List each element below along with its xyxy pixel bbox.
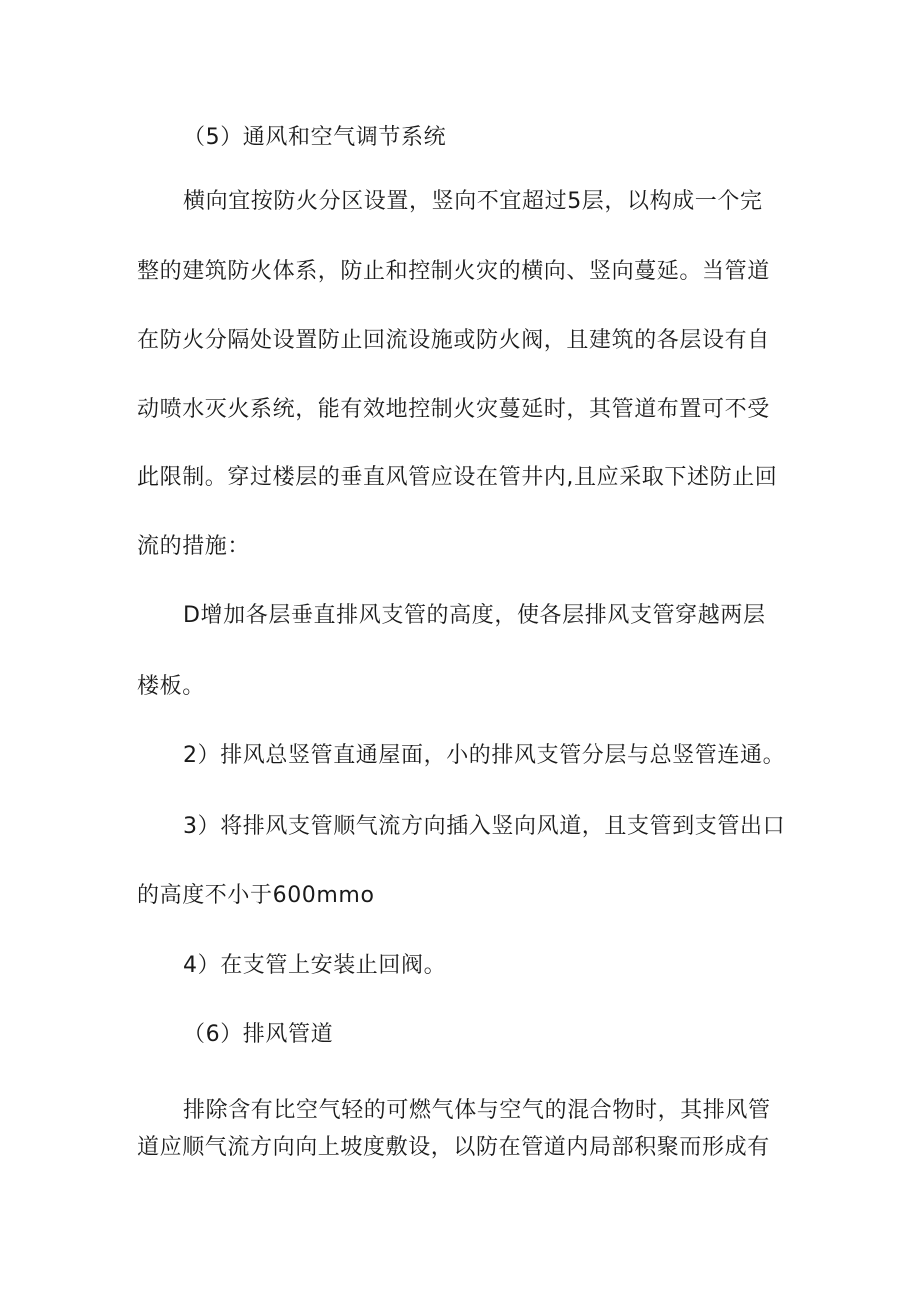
paragraph-line: 整的建筑防火体系，防止和控制火灾的横向、竖向蔓延。当管道 <box>137 259 770 284</box>
paragraph-line: 横向宜按防火分区设置，竖向不宜超过5层，以构成一个完 <box>183 189 763 214</box>
section-heading-6: （6）排风管道 <box>183 1022 334 1047</box>
list-item-3: 3）将排风支管顺气流方向插入竖向风道，且支管到支管出口 <box>183 814 786 839</box>
list-item-4: 4）在支管上安装止回阀。 <box>183 953 447 978</box>
section-heading-5: （5）通风和空气调节系统 <box>183 125 447 150</box>
paragraph-line: 在防火分隔处设置防止回流设施或防火阀，且建筑的各层设有自 <box>137 328 770 353</box>
list-item-2: 2）排风总竖管直通屋面，小的排风支管分层与总竖管连通。 <box>183 743 786 768</box>
list-item-3-cont: 的高度不小于600mmo <box>137 883 375 908</box>
paragraph-line: 道应顺气流方向向上坡度敷设，以防在管道内局部积聚而形成有 <box>137 1135 770 1160</box>
paragraph-line: 排除含有比空气轻的可燃气体与空气的混合物时，其排风管 <box>183 1098 771 1123</box>
list-item-1: D增加各层垂直排风支管的高度，使各层排风支管穿越两层 <box>183 603 766 628</box>
paragraph-line: 此限制。穿过楼层的垂直风管应设在管井内,且应采取下述防止回 <box>137 465 778 490</box>
paragraph-line: 动喷水灭火系统，能有效地控制火灾蔓延时，其管道布置可不受 <box>137 397 770 422</box>
list-item-1-cont: 楼板。 <box>137 674 205 699</box>
paragraph-line: 流的措施： <box>137 534 251 559</box>
